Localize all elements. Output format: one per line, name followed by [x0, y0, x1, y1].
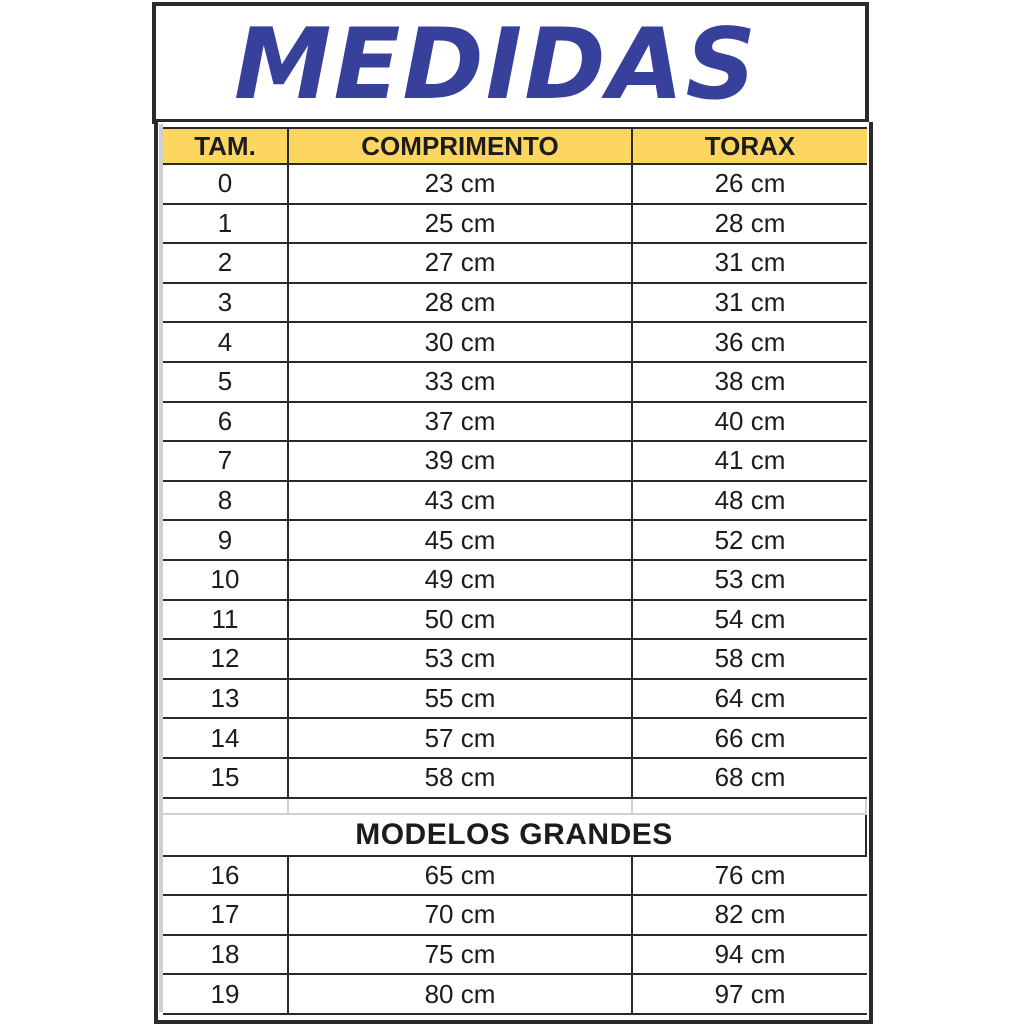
chest-cell: 38 cm	[714, 366, 786, 397]
size-cell: 7	[163, 442, 289, 480]
table-row	[163, 244, 867, 284]
length-cell: 53 cm	[289, 640, 633, 678]
header-size: TAM.	[163, 129, 289, 163]
length-cell: 49 cm	[289, 561, 633, 599]
header-length: COMPRIMENTO	[289, 129, 633, 163]
size-cell: 4	[163, 323, 289, 361]
chest-cell: 26 cm	[714, 168, 786, 199]
section-title: MODELOS GRANDES	[163, 815, 867, 857]
table-row	[163, 561, 867, 601]
length-cell: 80 cm	[289, 975, 633, 1013]
length-cell: 39 cm	[289, 442, 633, 480]
chest-cell: 68 cm	[714, 762, 786, 793]
table-spacer-row	[163, 799, 867, 815]
chest-cell: 82 cm	[714, 899, 786, 930]
length-cell: 58 cm	[289, 759, 633, 797]
size-cell: 5	[163, 363, 289, 401]
size-cell: 11	[163, 601, 289, 639]
table-row	[163, 165, 867, 205]
table-header-row	[163, 127, 867, 165]
size-cell: 12	[163, 640, 289, 678]
header-chest: TORAX	[704, 130, 796, 161]
chest-cell: 31 cm	[714, 287, 786, 318]
table-row	[163, 521, 867, 561]
length-cell: 55 cm	[289, 680, 633, 718]
size-cell: 2	[163, 244, 289, 282]
chest-cell: 54 cm	[714, 603, 786, 634]
length-cell: 28 cm	[289, 284, 633, 322]
length-cell: 23 cm	[289, 165, 633, 203]
length-cell: 30 cm	[289, 323, 633, 361]
size-table	[163, 127, 867, 1015]
chest-cell: 66 cm	[714, 722, 786, 753]
title-box	[152, 2, 869, 124]
table-row	[163, 975, 867, 1015]
size-cell: 16	[163, 857, 289, 895]
spacer-cell	[289, 799, 633, 813]
size-cell: 10	[163, 561, 289, 599]
table-row	[163, 640, 867, 680]
size-cell: 0	[163, 165, 289, 203]
length-cell: 27 cm	[289, 244, 633, 282]
table-row	[163, 680, 867, 720]
table-row	[163, 857, 867, 897]
length-cell: 65 cm	[289, 857, 633, 895]
size-cell: 13	[163, 680, 289, 718]
length-cell: 45 cm	[289, 521, 633, 559]
table-row	[163, 205, 867, 245]
length-cell: 70 cm	[289, 896, 633, 934]
table-row	[163, 601, 867, 641]
size-cell: 1	[163, 205, 289, 243]
length-cell: 75 cm	[289, 936, 633, 974]
chest-cell: 48 cm	[714, 485, 786, 516]
size-cell: 9	[163, 521, 289, 559]
chest-cell: 41 cm	[714, 445, 786, 476]
length-cell: 43 cm	[289, 482, 633, 520]
table-row	[163, 759, 867, 799]
size-cell: 18	[163, 936, 289, 974]
chest-cell: 76 cm	[714, 859, 786, 890]
chest-cell: 53 cm	[714, 564, 786, 595]
table-row	[163, 896, 867, 936]
chest-cell: 52 cm	[714, 524, 786, 555]
size-cell: 8	[163, 482, 289, 520]
spacer-cell	[633, 799, 867, 813]
page-title: MEDIDAS	[233, 8, 759, 122]
table-row	[163, 936, 867, 976]
table-row	[163, 719, 867, 759]
size-cell: 14	[163, 719, 289, 757]
chest-cell: 64 cm	[714, 683, 786, 714]
size-cell: 6	[163, 403, 289, 441]
chest-cell: 94 cm	[714, 938, 786, 969]
size-cell: 3	[163, 284, 289, 322]
length-cell: 50 cm	[289, 601, 633, 639]
chest-cell: 28 cm	[714, 207, 786, 238]
table-row	[163, 403, 867, 443]
size-cell: 17	[163, 896, 289, 934]
table-row	[163, 284, 867, 324]
spacer-cell	[163, 799, 289, 813]
table-row	[163, 363, 867, 403]
length-cell: 57 cm	[289, 719, 633, 757]
chest-cell: 97 cm	[714, 978, 786, 1009]
chest-cell: 58 cm	[714, 643, 786, 674]
table-row	[163, 482, 867, 522]
length-cell: 37 cm	[289, 403, 633, 441]
chest-cell: 40 cm	[714, 405, 786, 436]
chest-cell: 31 cm	[714, 247, 786, 278]
table-row	[163, 442, 867, 482]
chest-cell: 36 cm	[714, 326, 786, 357]
size-cell: 19	[163, 975, 289, 1013]
length-cell: 25 cm	[289, 205, 633, 243]
table-row	[163, 323, 867, 363]
length-cell: 33 cm	[289, 363, 633, 401]
size-cell: 15	[163, 759, 289, 797]
